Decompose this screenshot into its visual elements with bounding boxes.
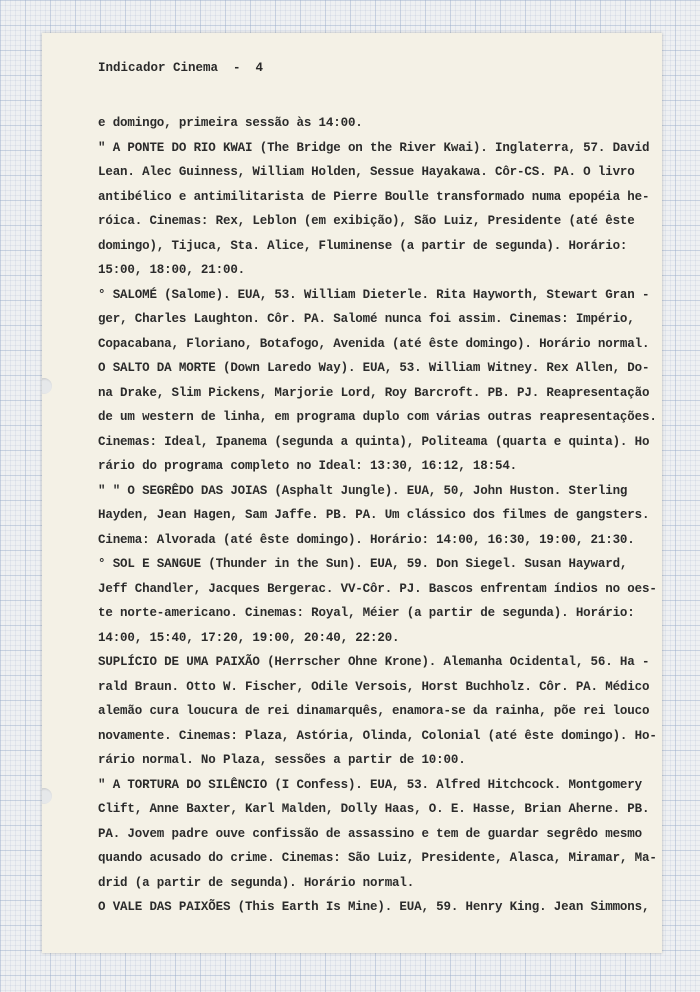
text-line: novamente. Cinemas: Plaza, Astória, Olinda, Colonial (até êste domingo). Ho- [98,728,657,743]
text-line: antibélico e antimilitarista de Pierre Boulle transformado numa epopéia he- [98,189,650,204]
text-line: " A PONTE DO RIO KWAI (The Bridge on the River Kwai). Inglaterra, 57. David [98,140,650,155]
text-line: SUPLÍCIO DE UMA PAIXÃO (Herrscher Ohne Krone). Alemanha Ocidental, 56. Ha - [98,655,650,669]
text-line: rald Braun. Otto W. Fischer, Odile Versois, Horst Buchholz. Côr. PA. Médico [98,679,650,694]
text-line: Hayden, Jean Hagen, Sam Jaffe. PB. PA. Um clássico dos filmes de gangsters. [98,508,650,522]
text-line: rário normal. No Plaza, sessões a partir de 10:00. [98,753,466,767]
page-header: Indicador Cinema - 4 [98,61,264,75]
text-line: drid (a partir de segunda). Horário normal. [98,875,415,890]
text-line: quando acusado do crime. Cinemas: São Luiz, Presidente, Alasca, Miramar, Ma- [98,851,657,865]
text-line: 15:00, 18:00, 21:00. [98,263,246,277]
page-body [98,111,657,920]
text-line: domingo), Tijuca, Sta. Alice, Fluminense (a partir de segunda). Horário: [98,238,628,253]
text-line: ° SALOMÉ (Salome). EUA, 53. William Dieterle. Rita Hayworth, Stewart Gran - [98,287,650,302]
text-line: e domingo, primeira sessão às 14:00. [98,116,363,130]
text-line: na Drake, Slim Pickens, Marjorie Lord, Roy Barcroft. PB. PJ. Reapresentação [98,385,650,400]
text-line: Lean. Alec Guinness, William Holden, Sessue Hayakawa. Côr-CS. PA. O livro [98,165,635,179]
text-line: O SALTO DA MORTE (Down Laredo Way). EUA, 53. William Witney. Rex Allen, Do- [98,361,650,375]
text-line: ger, Charles Laughton. Côr. PA. Salomé nunca foi assim. Cinemas: Império, [98,312,635,326]
text-line: O VALE DAS PAIXÕES (This Earth Is Mine). EUA, 59. Henry King. Jean Simmons, [98,900,650,914]
text-line: Copacabana, Floriano, Botafogo, Avenida (até êste domingo). Horário normal. [98,336,650,351]
text-line: róica. Cinemas: Rex, Leblon (em exibição), São Luiz, Presidente (até êste [98,214,635,228]
text-line: alemão cura loucura de rei dinamarquês, enamora-se da rainha, põe rei louco [98,704,650,718]
punch-hole [42,378,52,394]
punch-hole [42,788,52,804]
text-line: Cinema: Alvorada (até êste domingo). Horário: 14:00, 16:30, 19:00, 21:30. [98,532,635,547]
text-line: te norte-americano. Cinemas: Royal, Méier (a partir de segunda). Horário: [98,606,635,620]
text-line: de um western de linha, em programa duplo com várias outras reapresentações. [98,410,657,424]
text-line: " " O SEGRÊDO DAS JOIAS (Asphalt Jungle). EUA, 50, John Huston. Sterling [98,483,628,498]
text-line: Cinemas: Ideal, Ipanema (segunda a quinta), Politeama (quarta e quinta). Ho [98,434,650,449]
typewritten-page [42,33,662,953]
text-line: Jeff Chandler, Jacques Bergerac. VV-Côr. PJ. Bascos enfrentam índios no oes- [98,581,657,596]
text-line: " A TORTURA DO SILÊNCIO (I Confess). EUA, 53. Alfred Hitchcock. Montgomery [98,777,642,792]
text-line: ° SOL E SANGUE (Thunder in the Sun). EUA, 59. Don Siegel. Susan Hayward, [98,557,628,571]
text-line: rário do programa completo no Ideal: 13:30, 16:12, 18:54. [98,459,518,473]
text-line: Clift, Anne Baxter, Karl Malden, Dolly Haas, O. E. Hasse, Brian Aherne. PB. [98,802,650,816]
text-line: PA. Jovem padre ouve confissão de assassino e tem de guardar segrêdo mesmo [98,826,642,841]
text-line: 14:00, 15:40, 17:20, 19:00, 20:40, 22:20. [98,630,400,645]
